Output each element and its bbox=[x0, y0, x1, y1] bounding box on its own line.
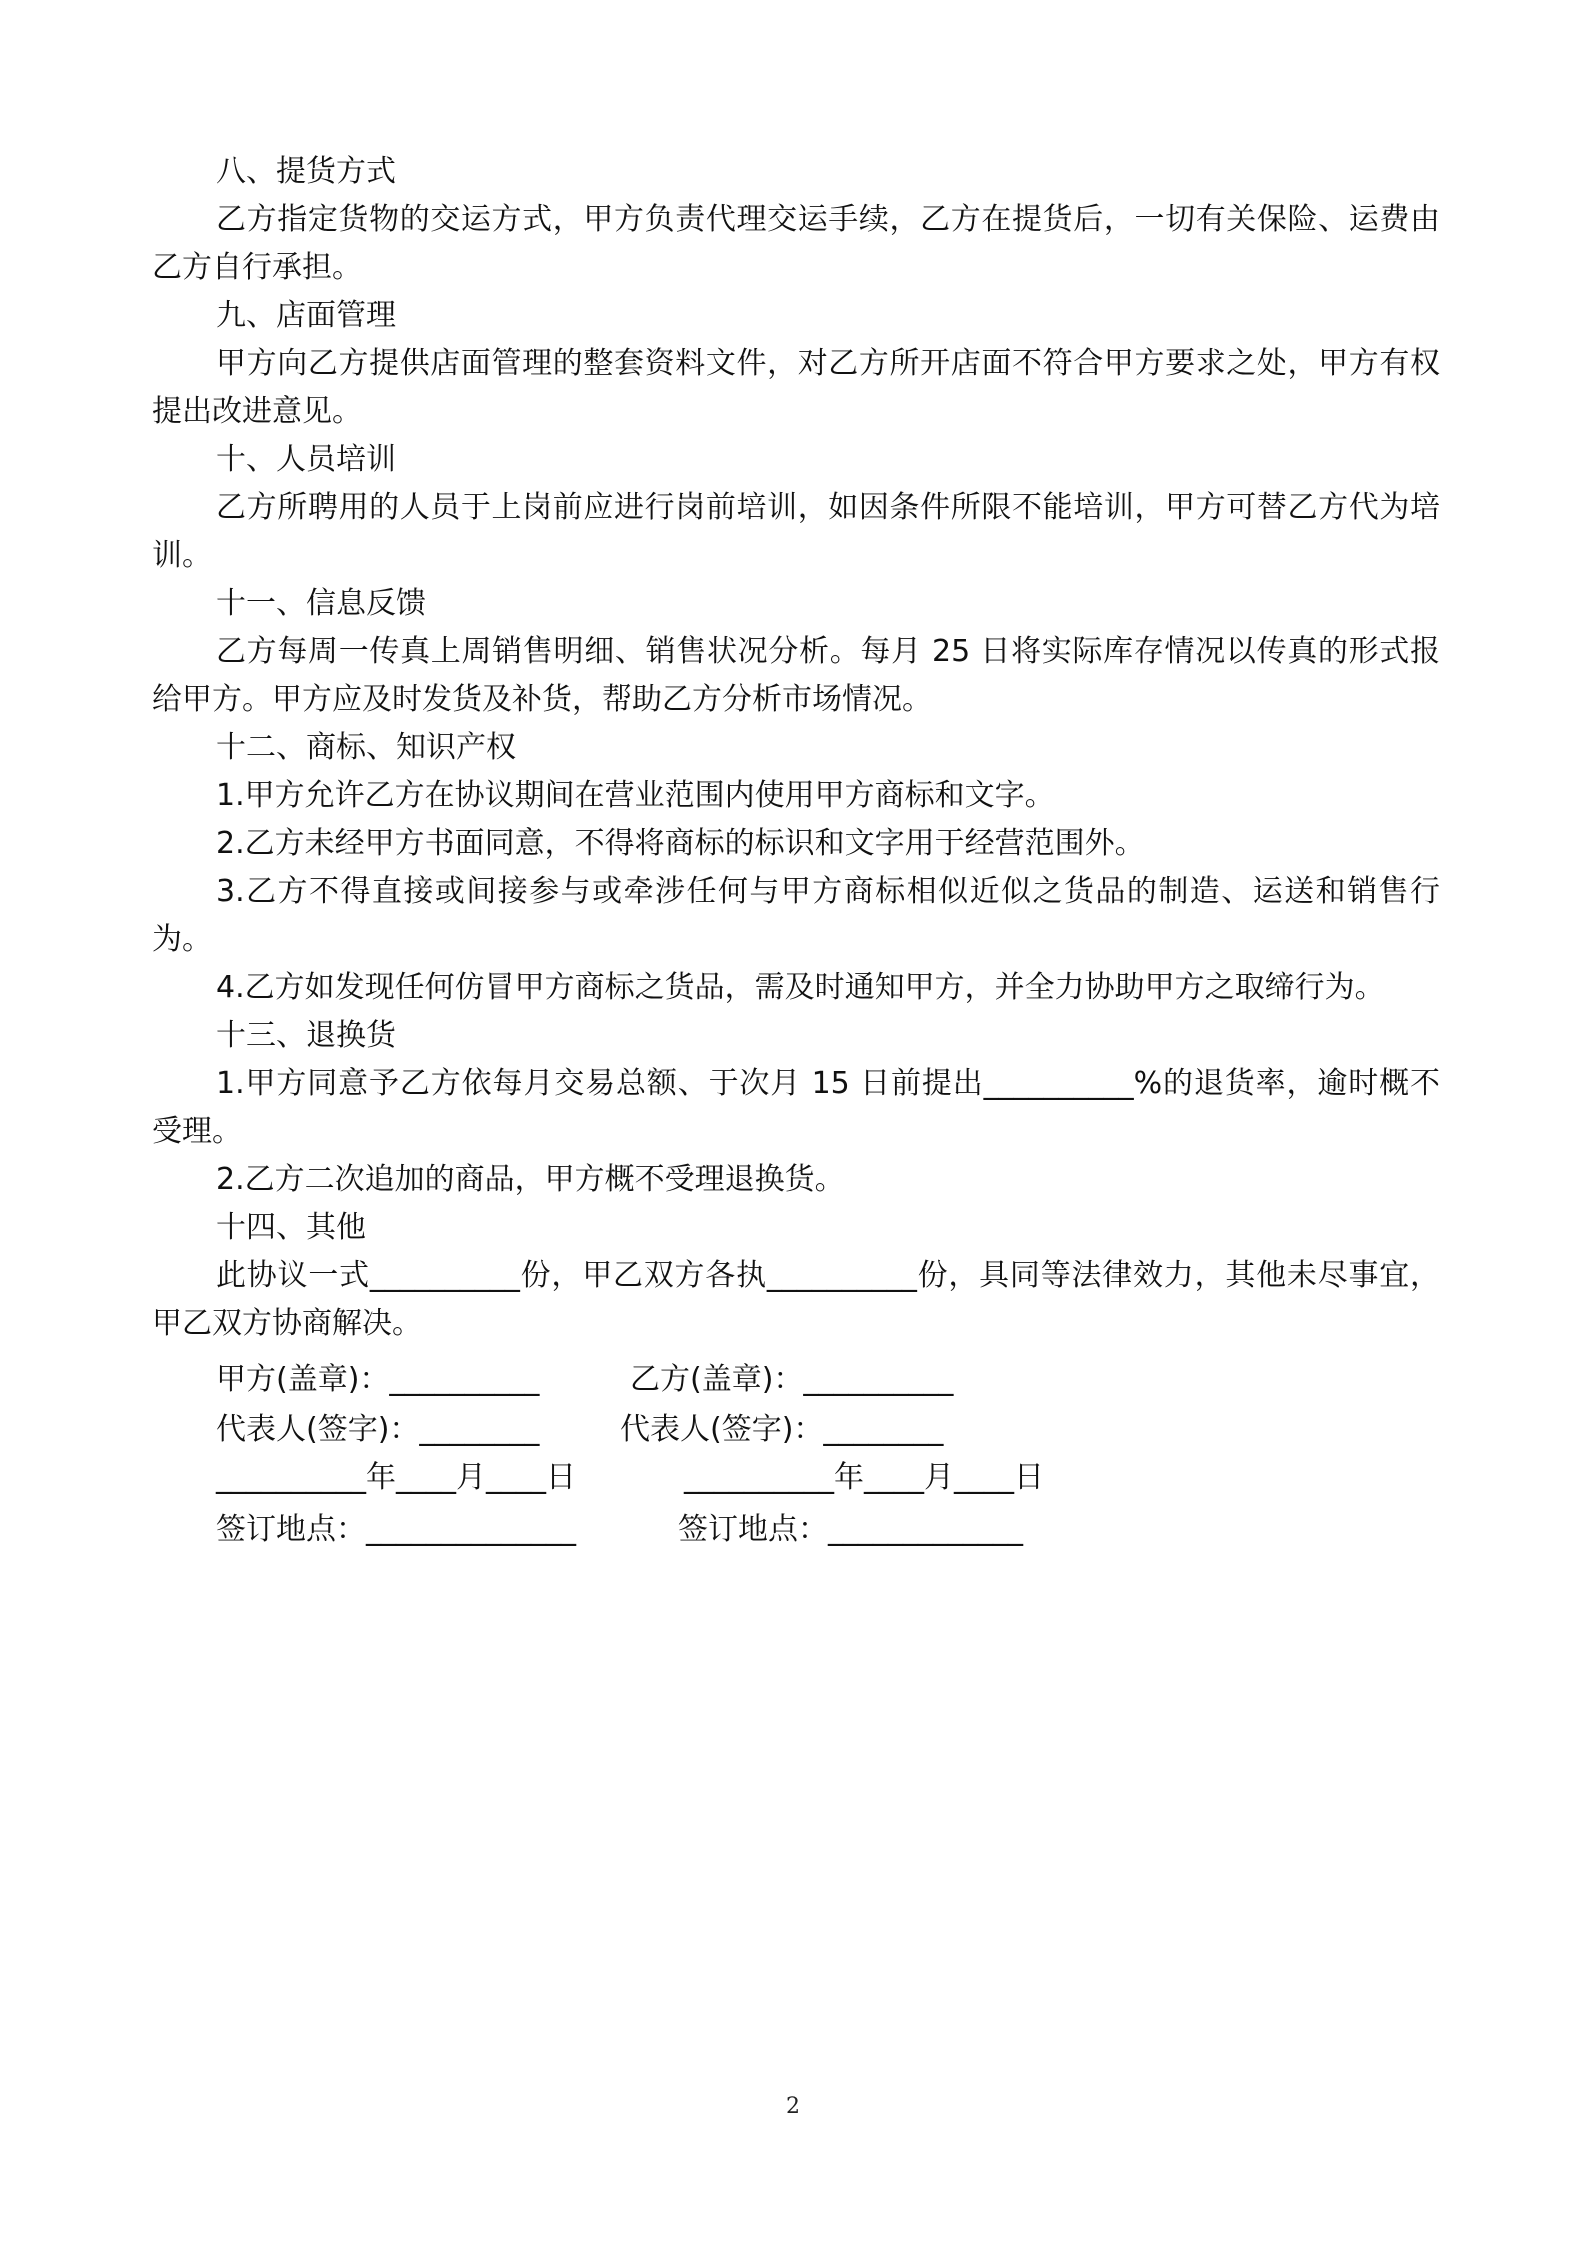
section-heading-returns: 十三、退换货 bbox=[216, 1018, 396, 1053]
party-a-date-field: __________年____月____日 bbox=[216, 1460, 576, 1495]
signature-representative-row bbox=[216, 1406, 1216, 1454]
section-heading-store-management: 九、店面管理 bbox=[216, 298, 396, 333]
section-clause: 3.乙方不得直接或间接参与或牵涉任何与甲方商标相似近似之货品的制造、运送和销售行为。 bbox=[152, 874, 1440, 957]
section-clause: 2.乙方二次追加的商品，甲方概不受理退换货。 bbox=[216, 1162, 845, 1197]
signature-block bbox=[216, 1356, 1216, 1554]
party-a-place-field: 签订地点：______________ bbox=[216, 1512, 576, 1547]
party-b-representative-field: 代表人(签字)：________ bbox=[620, 1412, 944, 1447]
section-paragraph: 甲方向乙方提供店面管理的整套资料文件，对乙方所开店面不符合甲方要求之处，甲方有权提出改进意见。 bbox=[152, 346, 1440, 429]
section-paragraph: 乙方所聘用的人员于上岗前应进行岗前培训，如因条件所限不能培训，甲方可替乙方代为培训。 bbox=[152, 490, 1440, 573]
party-b-date-field: __________年____月____日 bbox=[684, 1460, 1044, 1495]
signature-date-row bbox=[216, 1454, 1216, 1506]
section-clause: 4.乙方如发现任何仿冒甲方商标之货品，需及时通知甲方，并全力协助甲方之取缔行为。 bbox=[216, 970, 1385, 1005]
section-heading-delivery: 八、提货方式 bbox=[216, 154, 396, 189]
section-heading-trademark: 十二、商标、知识产权 bbox=[216, 730, 516, 765]
page-number: 2 bbox=[786, 2094, 800, 2119]
party-a-seal-field: 甲方(盖章)：__________ bbox=[216, 1362, 540, 1397]
section-clause: 2.乙方未经甲方书面同意，不得将商标的标识和文字用于经营范围外。 bbox=[216, 826, 1145, 861]
section-clause: 1.甲方同意予乙方依每月交易总额、于次月 15 日前提出__________%的退货率，逾时概不受理。 bbox=[152, 1066, 1440, 1149]
section-clause: 1.甲方允许乙方在协议期间在营业范围内使用甲方商标和文字。 bbox=[216, 778, 1055, 813]
party-b-place-field: 签订地点：_____________ bbox=[678, 1512, 1023, 1547]
section-heading-other: 十四、其他 bbox=[216, 1210, 366, 1245]
contract-body bbox=[152, 148, 1440, 1348]
section-paragraph: 乙方指定货物的交运方式，甲方负责代理交运手续，乙方在提货后，一切有关保险、运费由乙方自行承担。 bbox=[152, 202, 1440, 285]
signature-place-row bbox=[216, 1506, 1216, 1554]
signature-seal-row bbox=[216, 1356, 1216, 1406]
party-a-representative-field: 代表人(签字)：________ bbox=[216, 1412, 540, 1447]
section-paragraph: 此协议一式__________份，甲乙双方各执__________份，具同等法律效力，其他未尽事宜，甲乙双方协商解决。 bbox=[152, 1258, 1440, 1341]
section-paragraph: 乙方每周一传真上周销售明细、销售状况分析。每月 25 日将实际库存情况以传真的形式报给甲方。甲方应及时发货及补货，帮助乙方分析市场情况。 bbox=[152, 634, 1440, 717]
section-heading-feedback: 十一、信息反馈 bbox=[216, 586, 426, 621]
section-heading-staff-training: 十、人员培训 bbox=[216, 442, 396, 477]
party-b-seal-field: 乙方(盖章)：__________ bbox=[630, 1362, 954, 1397]
